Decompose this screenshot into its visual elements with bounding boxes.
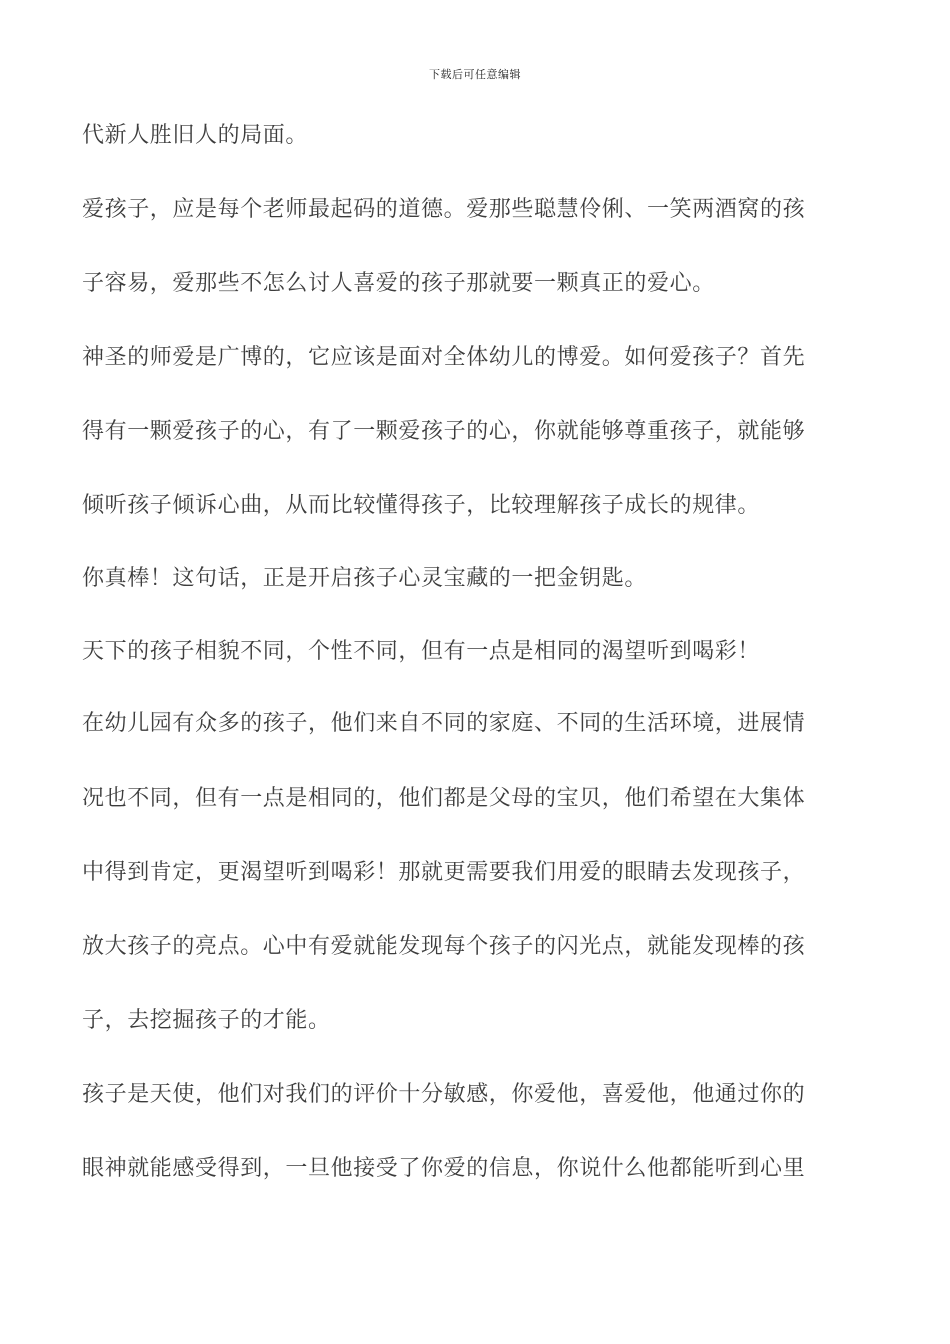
text-line: 得有一颗爱孩子的心，有了一颗爱孩子的心，你就能够尊重孩子，就能够 [82,419,806,444]
text-line: 中得到肯定，更渴望听到喝彩！那就更需要我们用爱的眼睛去发现孩子， [82,860,806,885]
text-line: 孩子是天使，他们对我们的评价十分敏感，你爱他，喜爱他，他通过你的 [82,1082,806,1107]
text-line: 爱孩子，应是每个老师最起码的道德。爱那些聪慧伶俐、一笑两酒窝的孩 [82,197,806,222]
text-line: 代新人胜旧人的局面。 [82,123,309,148]
text-line: 天下的孩子相貌不同，个性不同，但有一点是相同的渴望听到喝彩！ [82,639,761,664]
text-line: 况也不同，但有一点是相同的，他们都是父母的宝贝，他们希望在大集体 [82,786,806,811]
text-line: 你真棒！这句话，正是开启孩子心灵宝藏的一把金钥匙。 [82,566,648,591]
text-line: 在幼儿园有众多的孩子，他们来自不同的家庭、不同的生活环境，进展情 [82,711,806,736]
text-line: 眼神就能感受得到，一旦他接受了你爱的信息，你说什么他都能听到心里 [82,1156,806,1181]
text-line: 倾听孩子倾诉心曲，从而比较懂得孩子，比较理解孩子成长的规律。 [82,493,761,518]
text-line: 放大孩子的亮点。心中有爱就能发现每个孩子的闪光点，就能发现棒的孩 [82,934,806,959]
text-line: 子容易，爱那些不怎么讨人喜爱的孩子那就要一颗真正的爱心。 [82,271,715,296]
text-line: 子，去挖掘孩子的才能。 [82,1008,331,1033]
text-line: 神圣的师爱是广博的，它应该是面对全体幼儿的博爱。如何爱孩子？首先 [82,345,806,370]
page-header: 下载后可任意编辑 [429,68,521,81]
